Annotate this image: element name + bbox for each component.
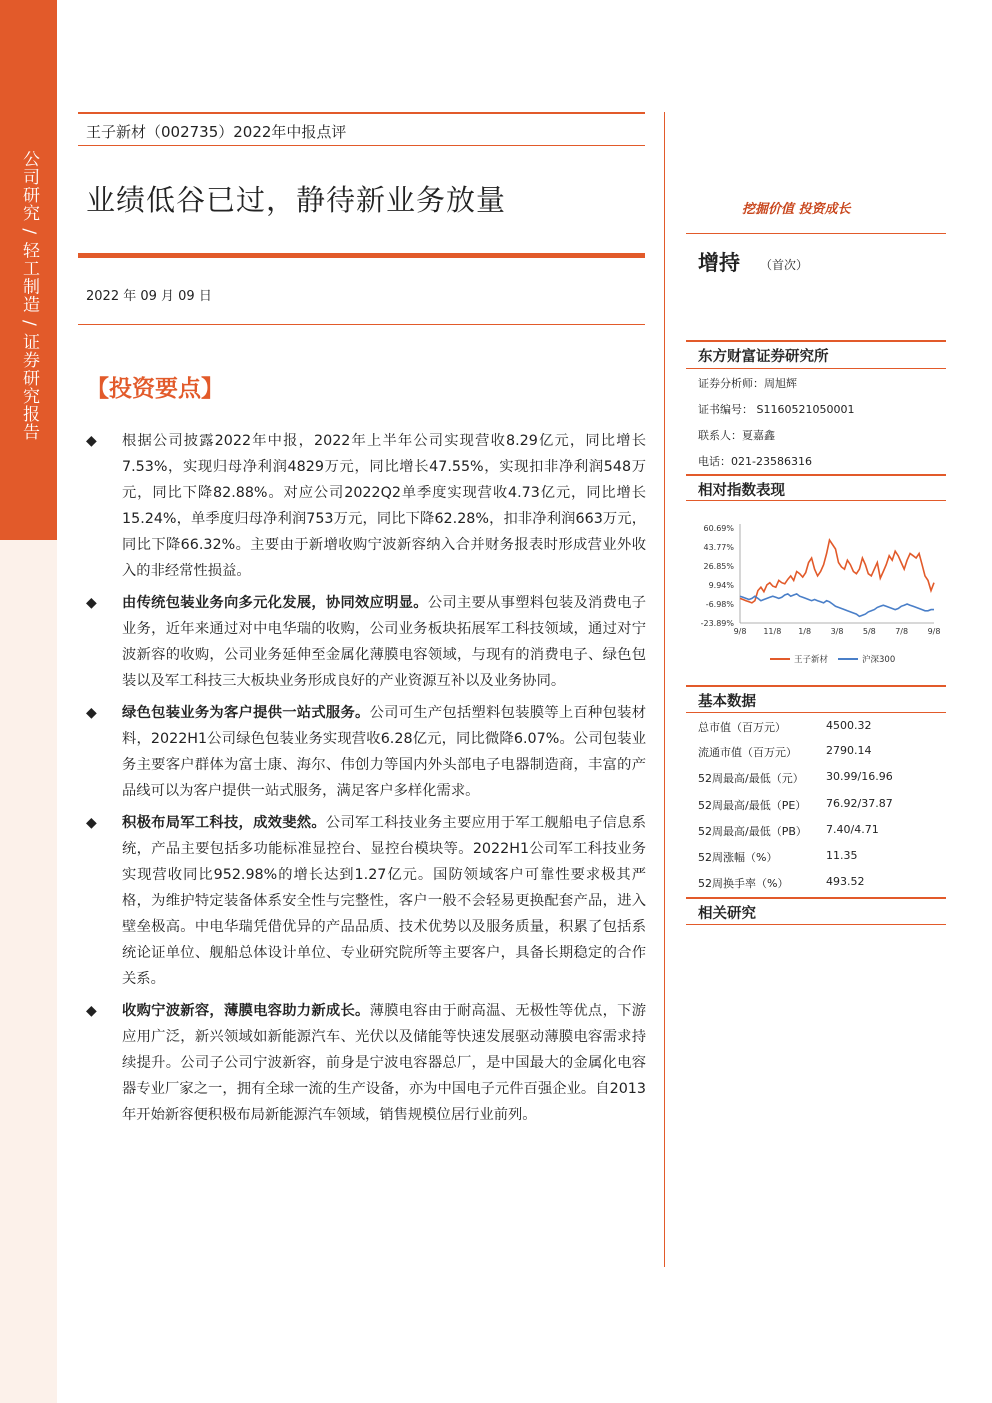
basic-row	[698, 744, 946, 760]
diamond-bullet-icon: ◆	[86, 595, 97, 611]
diamond-bullet-icon: ◆	[86, 433, 97, 449]
basic-row	[698, 770, 946, 786]
date-divider	[78, 324, 645, 325]
basic-key: 52周最高/最低（元）	[698, 772, 804, 785]
report-series: 王子新材（002735）2022年中报点评	[86, 123, 347, 141]
rating-divider-top	[686, 233, 946, 234]
title-rule	[78, 253, 645, 258]
basic-value: 4500.32	[826, 719, 872, 732]
legend-label: 沪深300	[862, 655, 896, 665]
basic-rule	[686, 685, 946, 687]
x-tick-label: 9/8	[733, 627, 747, 636]
header-divider	[78, 145, 645, 146]
relative-performance-chart	[690, 516, 946, 672]
basic-row	[698, 849, 946, 865]
column-divider	[664, 112, 665, 1267]
list-item	[86, 998, 646, 1128]
related-research-title: 相关研究	[698, 906, 756, 922]
basic-divider	[686, 712, 946, 713]
y-tick-label: 43.77%	[703, 543, 734, 552]
legend-label: 王子新材	[794, 655, 829, 665]
y-tick-label: 26.85%	[703, 562, 734, 571]
phone: 电话：021-23586316	[698, 455, 812, 468]
list-item	[86, 700, 646, 804]
x-tick-label: 5/8	[862, 627, 876, 636]
bullet-body: 公司军工科技业务主要应用于军工舰船电子信息系统，产品主要包括多功能标准显控台、显控台模块等。2022H1公司军工科技业务实现营收同比952.98%的增长达到1.27亿元。国防领域客户可靠性要求极其严格，为维护特定装备体系安全性与完整性，客户一般不会轻易更换配套产品，进入壁垒极高。中电华瑞凭借优异的产品品质、技术优势以及服务质量，积累了包括系统论证单位、舰船总体设计单位、专业研究院所等主要客户，具备长期稳定的合作关系。	[122, 815, 647, 987]
rating: 增持	[698, 251, 740, 275]
institute-name: 东方财富证券研究所	[698, 349, 829, 365]
basic-data-title: 基本数据	[698, 694, 756, 710]
series-line-wangzi	[740, 540, 934, 603]
bullet-lead: 由传统包装业务向多元化发展，协同效应明显。	[122, 595, 428, 611]
basic-key: 流通市值（百万元）	[698, 746, 797, 759]
list-item	[86, 428, 646, 584]
diamond-bullet-icon: ◆	[86, 815, 97, 831]
basic-row	[698, 875, 946, 891]
series-line-hs300	[740, 594, 934, 617]
related-divider	[686, 924, 946, 925]
y-tick-label: -23.89%	[700, 619, 734, 628]
report-date: 2022 年 09 月 09 日	[86, 289, 212, 304]
page-title: 业绩低谷已过，静待新业务放量	[86, 183, 507, 217]
basic-row	[698, 719, 946, 735]
x-tick-label: 9/8	[927, 627, 941, 636]
bullet-body: 公司可生产包括塑料包装膜等上百种包装材料，2022H1公司绿色包装业务实现营收6.28亿元，同比微降6.07%。公司包装业务主要客户群体为富士康、海尔、伟创力等国内外头部电子电器制造商，丰富的产品线可以为客户提供一站式服务，满足客户多样化需求。	[122, 705, 647, 799]
basic-value: 2790.14	[826, 744, 872, 757]
basic-key: 52周换手率（%）	[698, 877, 789, 890]
sidebar-category: 公司研究 / 轻工制造 / 证券研究报告	[19, 150, 39, 442]
basic-row	[698, 797, 946, 813]
list-item	[86, 590, 646, 694]
contact: 联系人：夏嘉鑫	[698, 429, 775, 442]
x-tick-label: 11/8	[763, 627, 782, 636]
sidebar-banner	[0, 0, 57, 540]
slogan: 挖掘价值 投资成长	[742, 202, 851, 217]
basic-value: 7.40/4.71	[826, 823, 879, 836]
institute-divider	[686, 368, 946, 369]
x-tick-label: 3/8	[830, 627, 844, 636]
performance-title: 相对指数表现	[698, 483, 785, 499]
basic-value: 76.92/37.87	[826, 797, 893, 810]
basic-key: 52周最高/最低（PB）	[698, 825, 807, 838]
y-tick-label: 60.69%	[703, 524, 734, 533]
license-number: 证书编号： S1160521050001	[698, 403, 855, 416]
perf-divider	[686, 500, 946, 501]
basic-row	[698, 823, 946, 839]
investment-points	[86, 428, 646, 1134]
bullet-body: 公司主要从事塑料包装及消费电子业务，近年来通过对中电华瑞的收购，公司业务板块拓展军工科技领域，通过对宁波新容的收购，公司业务延伸至金属化薄膜电容领域，与现有的消费电子、绿色包装以及军工科技三大板块业务形成良好的产业资源互补以及业务协同。	[122, 595, 647, 689]
bullet-lead: 收购宁波新容，薄膜电容助力新成长。	[122, 1003, 370, 1019]
list-item	[86, 810, 646, 992]
y-tick-label: 9.94%	[708, 581, 734, 590]
basic-value: 11.35	[826, 849, 858, 862]
basic-value: 30.99/16.96	[826, 770, 893, 783]
y-tick-label: -6.98%	[705, 600, 734, 609]
x-tick-label: 7/8	[895, 627, 909, 636]
bullet-body: 根据公司披露2022年中报，2022年上半年公司实现营收8.29亿元，同比增长7.53%，实现归母净利润4829万元，同比增长47.55%，实现扣非净利润548万元，同比下降82.88%。对应公司2022Q2单季度实现营收4.73亿元，同比增长15.24%，单季度归母净利润753万元，同比下降62.28%，扣非净利润663万元，同比下降66.32%。主要由于新增收购宁波新容纳入合并财务报表时形成营业外收入的非经常性损益。	[122, 433, 646, 579]
x-tick-label: 1/8	[798, 627, 812, 636]
basic-value: 493.52	[826, 875, 865, 888]
basic-key: 总市值（百万元）	[698, 721, 786, 734]
basic-key: 52周涨幅（%）	[698, 851, 778, 864]
related-rule	[686, 897, 946, 899]
rating-note: （首次）	[760, 258, 809, 272]
bullet-lead: 绿色包装业务为客户提供一站式服务。	[122, 705, 370, 721]
sidebar	[0, 0, 57, 1403]
header-top-rule	[78, 112, 645, 114]
bullet-body: 薄膜电容由于耐高温、无极性等优点，下游应用广泛，新兴领域如新能源汽车、光伏以及储能等快速发展驱动薄膜电容需求持续提升。公司子公司宁波新容，前身是宁波电容器总厂，是中国最大的金属化电容器专业厂家之一，拥有全球一流的生产设备，亦为中国电子元件百强企业。自2013年开始新容便积极布局新能源汽车领域，销售规模位居行业前列。	[122, 1003, 647, 1123]
perf-rule	[686, 474, 946, 476]
institute-rule	[686, 340, 946, 342]
section-heading: 【投资要点】	[86, 376, 224, 402]
analyst: 证券分析师：周旭辉	[698, 377, 797, 390]
bullet-lead: 积极布局军工科技，成效斐然。	[122, 815, 326, 831]
diamond-bullet-icon: ◆	[86, 705, 97, 721]
basic-key: 52周最高/最低（PE）	[698, 799, 807, 812]
diamond-bullet-icon: ◆	[86, 1003, 97, 1019]
